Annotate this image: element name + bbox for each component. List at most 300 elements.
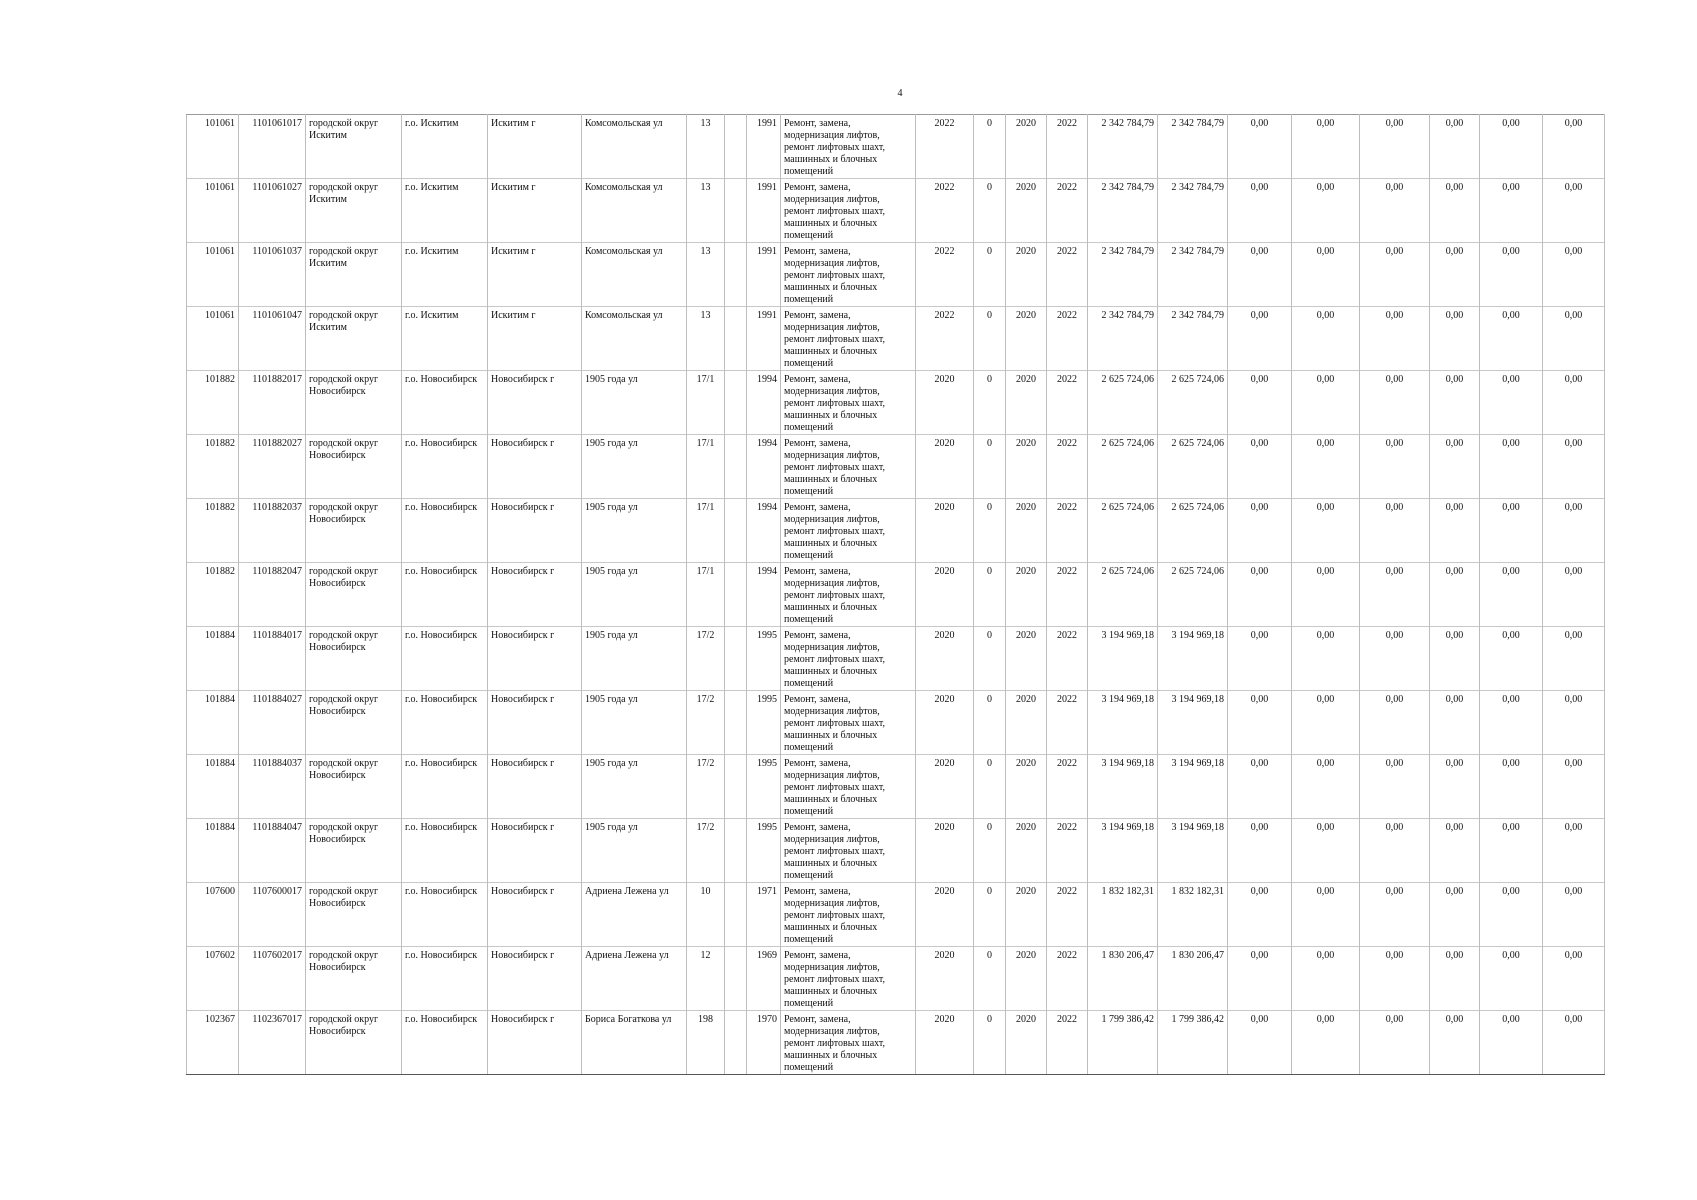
cost-total-cell: 1 832 182,31 [1088,883,1158,947]
street-cell: Комсомольская ул [582,243,687,307]
element-code: 1101884027 [239,691,306,755]
zero-cell: 0 [974,947,1006,1011]
municipality-cell: г.о. Новосибирск [402,563,488,627]
year-to-cell: 2022 [1047,435,1088,499]
extra-cell [725,499,747,563]
cost-fund-cell: 3 194 969,18 [1158,819,1228,883]
house-cell: 17/2 [687,819,725,883]
plan-year-cell: 2020 [916,691,974,755]
district-cell: городской округ Новосибирск [306,371,402,435]
value-cell-1: 0,00 [1228,819,1292,883]
value-cell-4: 0,00 [1430,563,1480,627]
value-cell-3: 0,00 [1360,115,1430,179]
house-cell: 198 [687,1011,725,1075]
house-cell: 17/2 [687,691,725,755]
table-row [187,883,1605,947]
value-cell-3: 0,00 [1360,627,1430,691]
municipality-cell: г.о. Новосибирск [402,627,488,691]
table-body [187,115,1605,1075]
street-cell: 1905 года ул [582,819,687,883]
value-cell-1: 0,00 [1228,243,1292,307]
value-cell-3: 0,00 [1360,371,1430,435]
locality-cell: Новосибирск г [488,499,582,563]
extra-cell [725,115,747,179]
work-type-cell: Ремонт, замена, модернизация лифтов, ремонт лифтовых шахт, машинных и блочных помещений [781,563,916,627]
work-type-cell: Ремонт, замена, модернизация лифтов, ремонт лифтовых шахт, машинных и блочных помещений [781,115,916,179]
municipality-cell: г.о. Новосибирск [402,755,488,819]
zero-cell: 0 [974,179,1006,243]
zero-cell: 0 [974,883,1006,947]
zero-cell: 0 [974,1011,1006,1075]
extra-cell [725,563,747,627]
value-cell-5: 0,00 [1480,179,1543,243]
municipality-cell: г.о. Искитим [402,179,488,243]
house-cell: 13 [687,115,725,179]
value-cell-1: 0,00 [1228,179,1292,243]
build-year-cell: 1995 [747,819,781,883]
year-to-cell: 2022 [1047,243,1088,307]
cost-total-cell: 2 625 724,06 [1088,563,1158,627]
municipality-cell: г.о. Искитим [402,115,488,179]
value-cell-2: 0,00 [1292,627,1360,691]
element-code: 1101882017 [239,371,306,435]
street-cell: Адриена Лежена ул [582,883,687,947]
build-year-cell: 1995 [747,755,781,819]
value-cell-3: 0,00 [1360,179,1430,243]
district-cell: городской округ Искитим [306,179,402,243]
locality-cell: Новосибирск г [488,563,582,627]
street-cell: 1905 года ул [582,627,687,691]
value-cell-6: 0,00 [1543,947,1605,1011]
object-id: 101061 [187,115,239,179]
locality-cell: Новосибирск г [488,627,582,691]
cost-fund-cell: 2 342 784,79 [1158,179,1228,243]
value-cell-5: 0,00 [1480,947,1543,1011]
value-cell-2: 0,00 [1292,691,1360,755]
extra-cell [725,883,747,947]
value-cell-2: 0,00 [1292,307,1360,371]
cost-fund-cell: 2 342 784,79 [1158,243,1228,307]
element-code: 1101061037 [239,243,306,307]
build-year-cell: 1994 [747,563,781,627]
cost-total-cell: 3 194 969,18 [1088,691,1158,755]
value-cell-3: 0,00 [1360,563,1430,627]
value-cell-5: 0,00 [1480,819,1543,883]
table-row [187,627,1605,691]
year-from-cell: 2020 [1006,371,1047,435]
zero-cell: 0 [974,307,1006,371]
district-cell: городской округ Искитим [306,115,402,179]
table-row [187,115,1605,179]
cost-fund-cell: 3 194 969,18 [1158,755,1228,819]
value-cell-5: 0,00 [1480,371,1543,435]
table-row [187,563,1605,627]
element-code: 1102367017 [239,1011,306,1075]
extra-cell [725,819,747,883]
locality-cell: Новосибирск г [488,819,582,883]
house-cell: 17/1 [687,371,725,435]
value-cell-4: 0,00 [1430,627,1480,691]
locality-cell: Новосибирск г [488,947,582,1011]
element-code: 1107600017 [239,883,306,947]
work-type-cell: Ремонт, замена, модернизация лифтов, ремонт лифтовых шахт, машинных и блочных помещений [781,947,916,1011]
value-cell-4: 0,00 [1430,819,1480,883]
street-cell: 1905 года ул [582,563,687,627]
value-cell-4: 0,00 [1430,1011,1480,1075]
district-cell: городской округ Новосибирск [306,883,402,947]
street-cell: 1905 года ул [582,499,687,563]
value-cell-1: 0,00 [1228,947,1292,1011]
locality-cell: Новосибирск г [488,435,582,499]
element-code: 1101061047 [239,307,306,371]
value-cell-4: 0,00 [1430,755,1480,819]
municipality-cell: г.о. Новосибирск [402,371,488,435]
value-cell-3: 0,00 [1360,691,1430,755]
cost-fund-cell: 1 830 206,47 [1158,947,1228,1011]
object-id: 101061 [187,307,239,371]
value-cell-6: 0,00 [1543,755,1605,819]
plan-year-cell: 2020 [916,499,974,563]
zero-cell: 0 [974,563,1006,627]
year-from-cell: 2020 [1006,435,1047,499]
value-cell-6: 0,00 [1543,1011,1605,1075]
element-code: 1101884017 [239,627,306,691]
value-cell-6: 0,00 [1543,435,1605,499]
municipality-cell: г.о. Новосибирск [402,435,488,499]
value-cell-1: 0,00 [1228,435,1292,499]
build-year-cell: 1991 [747,243,781,307]
year-to-cell: 2022 [1047,371,1088,435]
year-to-cell: 2022 [1047,115,1088,179]
object-id: 101884 [187,819,239,883]
value-cell-4: 0,00 [1430,179,1480,243]
plan-year-cell: 2022 [916,307,974,371]
build-year-cell: 1991 [747,179,781,243]
locality-cell: Новосибирск г [488,371,582,435]
house-cell: 17/1 [687,563,725,627]
year-to-cell: 2022 [1047,179,1088,243]
extra-cell [725,1011,747,1075]
cost-fund-cell: 3 194 969,18 [1158,691,1228,755]
district-cell: городской округ Новосибирск [306,435,402,499]
cost-total-cell: 3 194 969,18 [1088,627,1158,691]
element-code: 1101882047 [239,563,306,627]
cost-total-cell: 2 342 784,79 [1088,115,1158,179]
year-from-cell: 2020 [1006,1011,1047,1075]
plan-year-cell: 2020 [916,1011,974,1075]
value-cell-1: 0,00 [1228,883,1292,947]
cost-fund-cell: 3 194 969,18 [1158,627,1228,691]
table-row [187,435,1605,499]
value-cell-5: 0,00 [1480,243,1543,307]
extra-cell [725,307,747,371]
locality-cell: Новосибирск г [488,755,582,819]
page-number: 4 [897,88,903,99]
district-cell: городской округ Искитим [306,243,402,307]
extra-cell [725,691,747,755]
house-cell: 12 [687,947,725,1011]
object-id: 101061 [187,243,239,307]
table-row [187,819,1605,883]
value-cell-2: 0,00 [1292,499,1360,563]
work-type-cell: Ремонт, замена, модернизация лифтов, ремонт лифтовых шахт, машинных и блочных помещений [781,1011,916,1075]
zero-cell: 0 [974,819,1006,883]
municipality-cell: г.о. Новосибирск [402,691,488,755]
house-cell: 17/2 [687,627,725,691]
cost-total-cell: 2 342 784,79 [1088,179,1158,243]
year-to-cell: 2022 [1047,307,1088,371]
table-row [187,755,1605,819]
cost-fund-cell: 2 625 724,06 [1158,371,1228,435]
value-cell-4: 0,00 [1430,307,1480,371]
value-cell-6: 0,00 [1543,307,1605,371]
year-to-cell: 2022 [1047,755,1088,819]
table-row [187,691,1605,755]
build-year-cell: 1991 [747,115,781,179]
value-cell-3: 0,00 [1360,435,1430,499]
street-cell: 1905 года ул [582,755,687,819]
street-cell: Адриена Лежена ул [582,947,687,1011]
value-cell-6: 0,00 [1543,115,1605,179]
year-to-cell: 2022 [1047,691,1088,755]
plan-year-cell: 2020 [916,435,974,499]
value-cell-2: 0,00 [1292,563,1360,627]
plan-year-cell: 2022 [916,115,974,179]
object-id: 107600 [187,883,239,947]
municipality-cell: г.о. Новосибирск [402,947,488,1011]
object-id: 101884 [187,755,239,819]
object-id: 101882 [187,563,239,627]
work-type-cell: Ремонт, замена, модернизация лифтов, ремонт лифтовых шахт, машинных и блочных помещений [781,691,916,755]
extra-cell [725,243,747,307]
year-from-cell: 2020 [1006,755,1047,819]
extra-cell [725,371,747,435]
value-cell-5: 0,00 [1480,435,1543,499]
house-cell: 10 [687,883,725,947]
value-cell-3: 0,00 [1360,883,1430,947]
year-from-cell: 2020 [1006,115,1047,179]
element-code: 1101882027 [239,435,306,499]
value-cell-1: 0,00 [1228,499,1292,563]
work-type-cell: Ремонт, замена, модернизация лифтов, ремонт лифтовых шахт, машинных и блочных помещений [781,371,916,435]
house-cell: 13 [687,179,725,243]
object-id: 101884 [187,691,239,755]
cost-total-cell: 2 625 724,06 [1088,499,1158,563]
cost-fund-cell: 2 625 724,06 [1158,435,1228,499]
street-cell: Комсомольская ул [582,179,687,243]
year-to-cell: 2022 [1047,819,1088,883]
year-from-cell: 2020 [1006,819,1047,883]
extra-cell [725,627,747,691]
value-cell-3: 0,00 [1360,947,1430,1011]
value-cell-3: 0,00 [1360,243,1430,307]
value-cell-1: 0,00 [1228,563,1292,627]
district-cell: городской округ Новосибирск [306,819,402,883]
district-cell: городской округ Новосибирск [306,1011,402,1075]
value-cell-5: 0,00 [1480,499,1543,563]
value-cell-4: 0,00 [1430,947,1480,1011]
element-code: 1101061017 [239,115,306,179]
work-type-cell: Ремонт, замена, модернизация лифтов, ремонт лифтовых шахт, машинных и блочных помещений [781,627,916,691]
value-cell-6: 0,00 [1543,499,1605,563]
district-cell: городской округ Новосибирск [306,499,402,563]
cost-total-cell: 1 799 386,42 [1088,1011,1158,1075]
table-row [187,371,1605,435]
value-cell-3: 0,00 [1360,819,1430,883]
locality-cell: Искитим г [488,179,582,243]
element-code: 1101882037 [239,499,306,563]
municipality-cell: г.о. Новосибирск [402,883,488,947]
value-cell-6: 0,00 [1543,563,1605,627]
house-cell: 13 [687,243,725,307]
table-row [187,1011,1605,1075]
street-cell: 1905 года ул [582,435,687,499]
work-type-cell: Ремонт, замена, модернизация лифтов, ремонт лифтовых шахт, машинных и блочных помещений [781,243,916,307]
cost-total-cell: 3 194 969,18 [1088,819,1158,883]
value-cell-6: 0,00 [1543,883,1605,947]
table-row [187,179,1605,243]
municipality-cell: г.о. Искитим [402,243,488,307]
year-from-cell: 2020 [1006,627,1047,691]
municipality-cell: г.о. Новосибирск [402,499,488,563]
plan-year-cell: 2020 [916,819,974,883]
value-cell-2: 0,00 [1292,435,1360,499]
zero-cell: 0 [974,115,1006,179]
cost-fund-cell: 2 342 784,79 [1158,307,1228,371]
municipality-cell: г.о. Новосибирск [402,819,488,883]
cost-total-cell: 2 625 724,06 [1088,371,1158,435]
value-cell-5: 0,00 [1480,307,1543,371]
build-year-cell: 1970 [747,1011,781,1075]
value-cell-5: 0,00 [1480,691,1543,755]
value-cell-1: 0,00 [1228,627,1292,691]
value-cell-6: 0,00 [1543,819,1605,883]
element-code: 1101884037 [239,755,306,819]
work-type-cell: Ремонт, замена, модернизация лифтов, ремонт лифтовых шахт, машинных и блочных помещений [781,883,916,947]
value-cell-2: 0,00 [1292,947,1360,1011]
house-cell: 13 [687,307,725,371]
value-cell-1: 0,00 [1228,371,1292,435]
zero-cell: 0 [974,371,1006,435]
year-to-cell: 2022 [1047,947,1088,1011]
table-row [187,307,1605,371]
value-cell-3: 0,00 [1360,1011,1430,1075]
zero-cell: 0 [974,243,1006,307]
street-cell: Бориса Богаткова ул [582,1011,687,1075]
value-cell-1: 0,00 [1228,307,1292,371]
value-cell-6: 0,00 [1543,691,1605,755]
street-cell: 1905 года ул [582,371,687,435]
value-cell-6: 0,00 [1543,371,1605,435]
extra-cell [725,435,747,499]
district-cell: городской округ Искитим [306,307,402,371]
build-year-cell: 1994 [747,371,781,435]
plan-year-cell: 2022 [916,179,974,243]
value-cell-4: 0,00 [1430,435,1480,499]
year-from-cell: 2020 [1006,243,1047,307]
extra-cell [725,947,747,1011]
locality-cell: Новосибирск г [488,883,582,947]
locality-cell: Искитим г [488,243,582,307]
year-from-cell: 2020 [1006,883,1047,947]
plan-year-cell: 2020 [916,883,974,947]
plan-year-cell: 2020 [916,563,974,627]
municipality-cell: г.о. Новосибирск [402,1011,488,1075]
value-cell-5: 0,00 [1480,883,1543,947]
value-cell-2: 0,00 [1292,371,1360,435]
value-cell-4: 0,00 [1430,115,1480,179]
value-cell-3: 0,00 [1360,307,1430,371]
year-from-cell: 2020 [1006,499,1047,563]
zero-cell: 0 [974,499,1006,563]
value-cell-4: 0,00 [1430,371,1480,435]
locality-cell: Новосибирск г [488,1011,582,1075]
municipality-cell: г.о. Искитим [402,307,488,371]
table-row [187,243,1605,307]
cost-fund-cell: 1 799 386,42 [1158,1011,1228,1075]
year-to-cell: 2022 [1047,1011,1088,1075]
value-cell-4: 0,00 [1430,243,1480,307]
build-year-cell: 1995 [747,691,781,755]
value-cell-2: 0,00 [1292,755,1360,819]
street-cell: 1905 года ул [582,691,687,755]
work-type-cell: Ремонт, замена, модернизация лифтов, ремонт лифтовых шахт, машинных и блочных помещений [781,755,916,819]
repair-program-table [186,114,1605,1075]
plan-year-cell: 2020 [916,947,974,1011]
value-cell-6: 0,00 [1543,243,1605,307]
element-code: 1101884047 [239,819,306,883]
zero-cell: 0 [974,627,1006,691]
street-cell: Комсомольская ул [582,307,687,371]
build-year-cell: 1994 [747,435,781,499]
cost-fund-cell: 2 625 724,06 [1158,563,1228,627]
house-cell: 17/1 [687,435,725,499]
value-cell-5: 0,00 [1480,755,1543,819]
work-type-cell: Ремонт, замена, модернизация лифтов, ремонт лифтовых шахт, машинных и блочных помещений [781,179,916,243]
object-id: 101882 [187,435,239,499]
house-cell: 17/2 [687,755,725,819]
object-id: 107602 [187,947,239,1011]
locality-cell: Искитим г [488,307,582,371]
cost-fund-cell: 1 832 182,31 [1158,883,1228,947]
build-year-cell: 1969 [747,947,781,1011]
house-cell: 17/1 [687,499,725,563]
value-cell-2: 0,00 [1292,115,1360,179]
plan-year-cell: 2020 [916,627,974,691]
year-from-cell: 2020 [1006,563,1047,627]
value-cell-1: 0,00 [1228,1011,1292,1075]
cost-fund-cell: 2 625 724,06 [1158,499,1228,563]
year-from-cell: 2020 [1006,691,1047,755]
build-year-cell: 1971 [747,883,781,947]
cost-total-cell: 2 625 724,06 [1088,435,1158,499]
object-id: 101884 [187,627,239,691]
value-cell-1: 0,00 [1228,691,1292,755]
element-code: 1107602017 [239,947,306,1011]
value-cell-6: 0,00 [1543,627,1605,691]
zero-cell: 0 [974,691,1006,755]
cost-total-cell: 2 342 784,79 [1088,307,1158,371]
object-id: 101882 [187,371,239,435]
work-type-cell: Ремонт, замена, модернизация лифтов, ремонт лифтовых шахт, машинных и блочных помещений [781,307,916,371]
value-cell-2: 0,00 [1292,1011,1360,1075]
value-cell-5: 0,00 [1480,563,1543,627]
object-id: 102367 [187,1011,239,1075]
locality-cell: Новосибирск г [488,691,582,755]
cost-total-cell: 2 342 784,79 [1088,243,1158,307]
extra-cell [725,179,747,243]
zero-cell: 0 [974,755,1006,819]
